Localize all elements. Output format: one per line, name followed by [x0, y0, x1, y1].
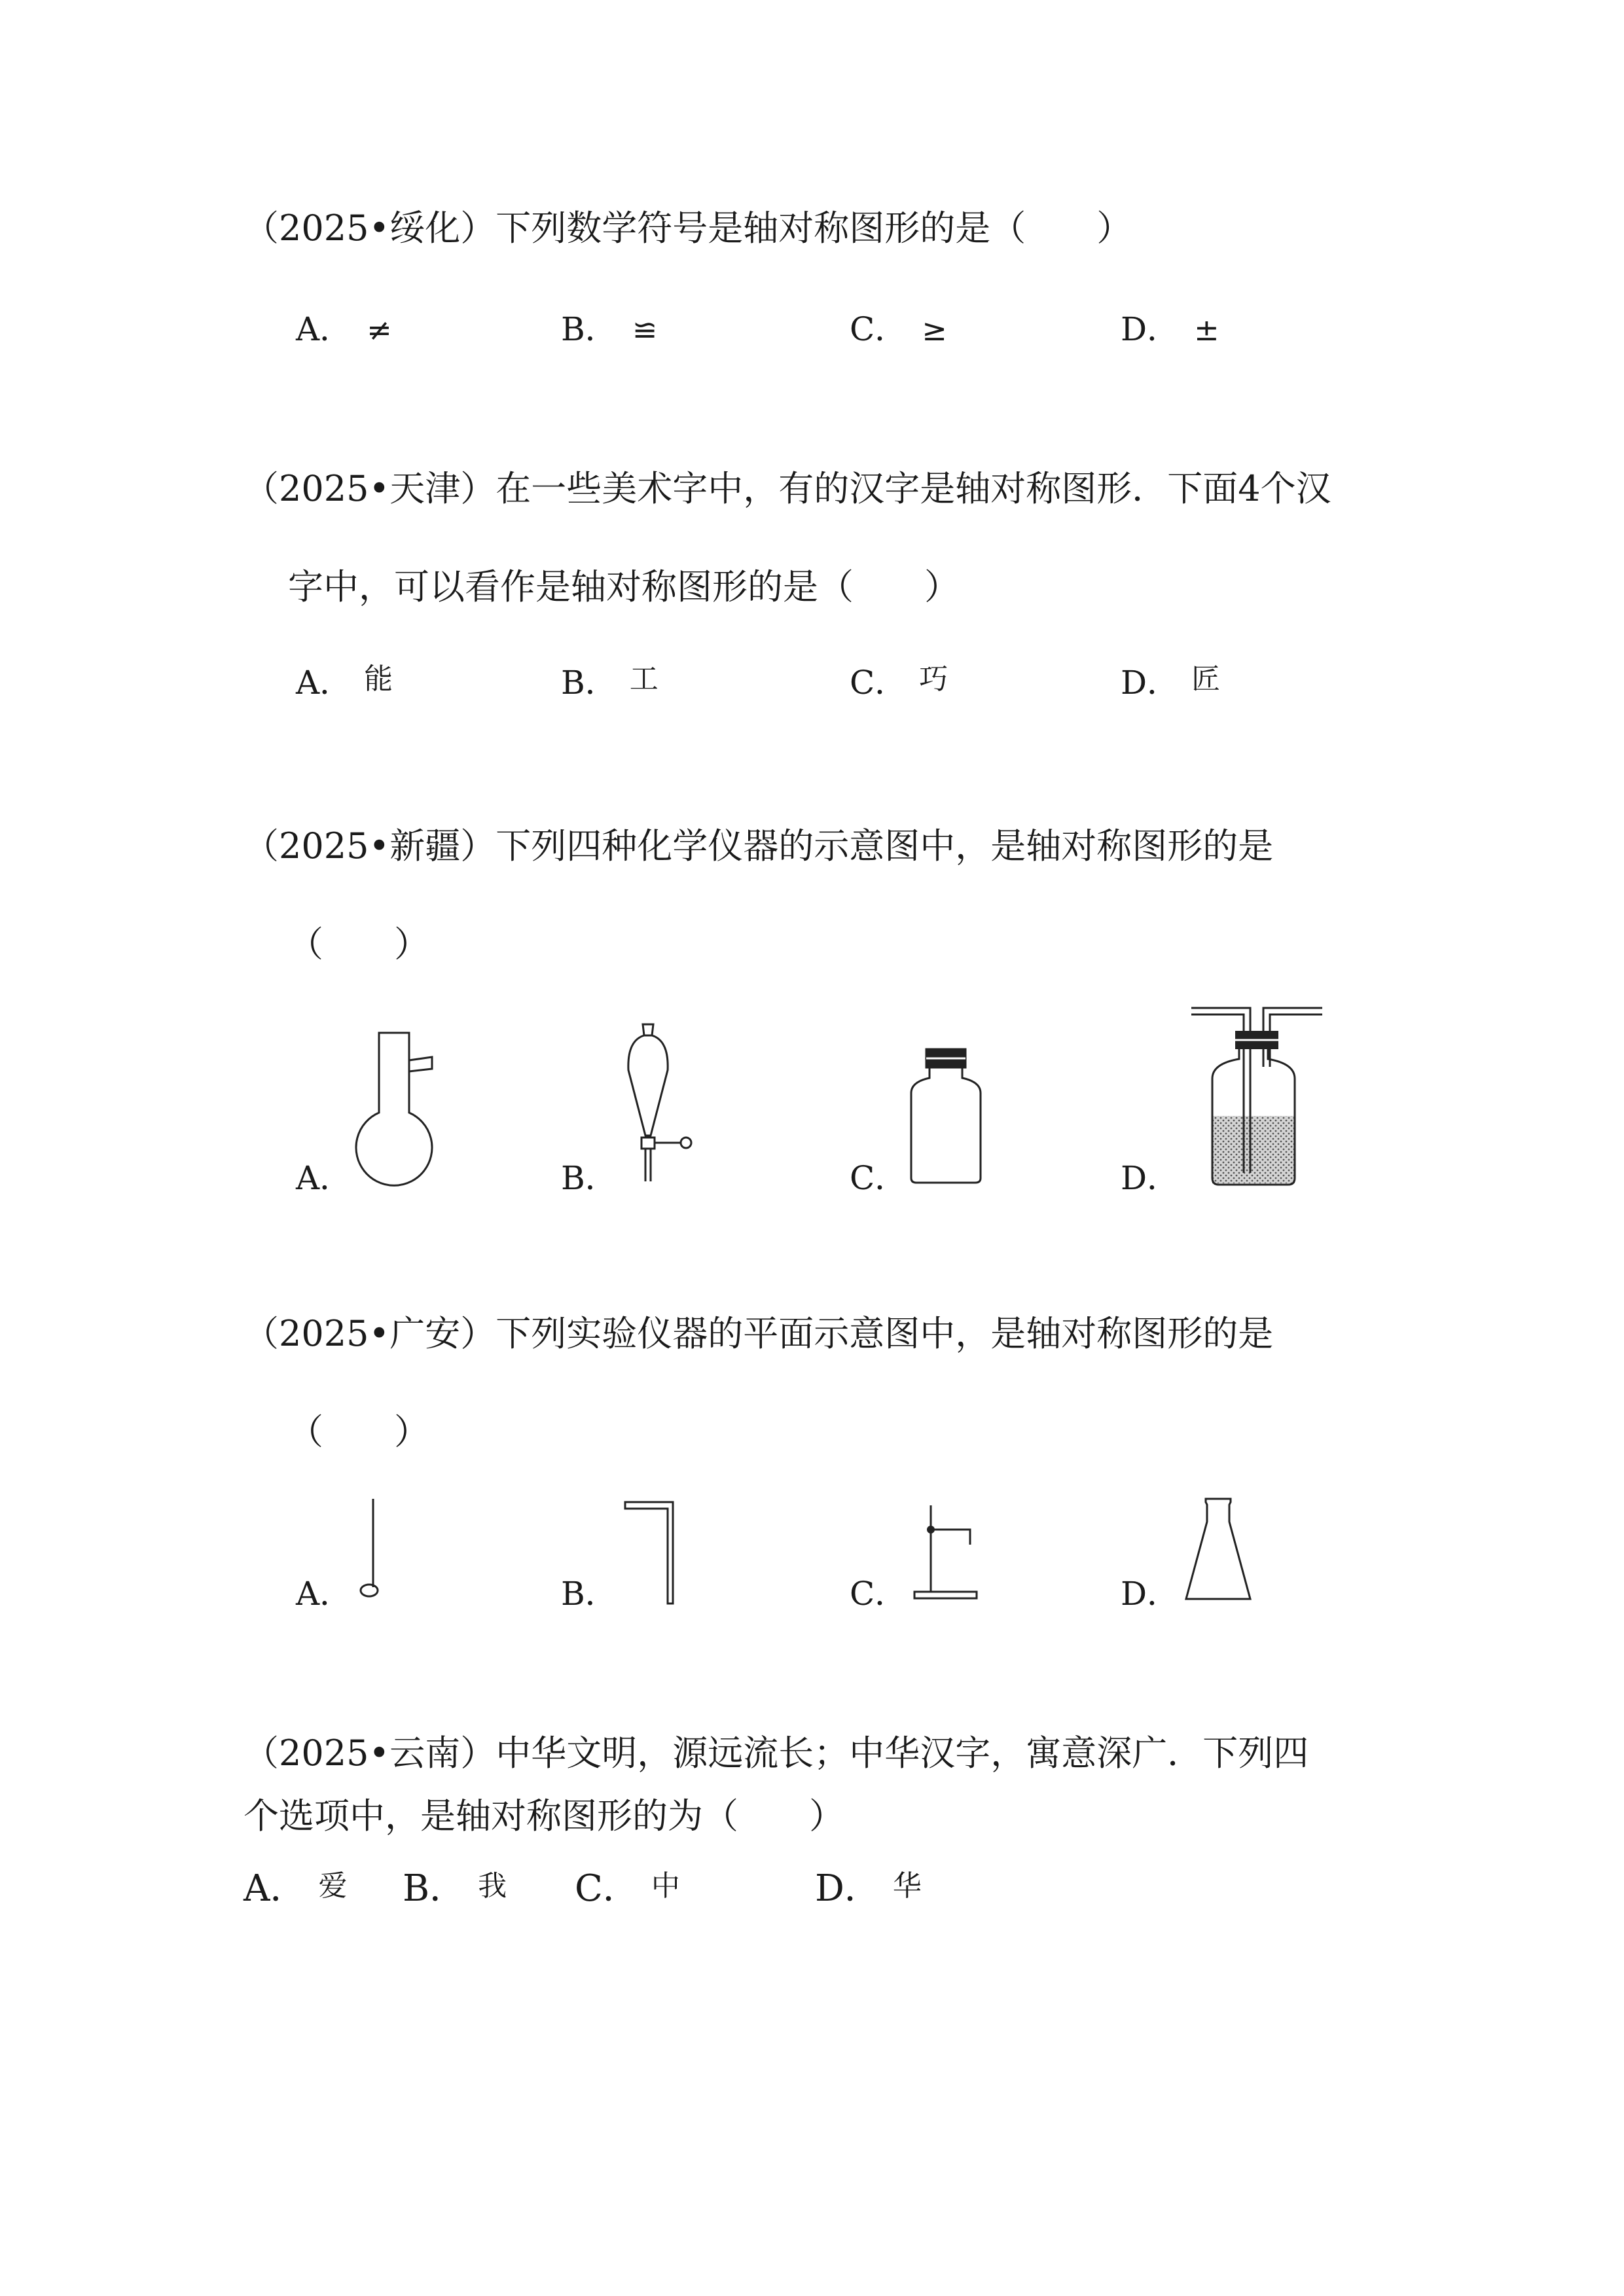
question-2-stem-line-2: 字中，可以看作是轴对称图形的是（ ） — [288, 566, 960, 607]
question-4-stem-line-2: （ ） — [288, 1411, 429, 1452]
question-2-option-c[interactable] — [850, 662, 948, 702]
conical-flask-icon[interactable] — [1180, 1496, 1258, 1604]
question-2-option-a[interactable] — [296, 662, 393, 702]
option-value: ≌ — [632, 312, 658, 348]
option-label: D． — [1121, 664, 1180, 702]
question-4-option-c-label[interactable]: C． — [850, 1575, 908, 1613]
option-character: 匠 — [1191, 662, 1221, 696]
question-5-option-b[interactable] — [403, 1867, 507, 1910]
option-value: ≠ — [367, 312, 392, 348]
question-5-stem-line-1: （2025•云南）中华文明，源远流长；中华汉字，寓意深广．下列四 — [244, 1732, 1309, 1774]
option-character: 我 — [478, 1869, 507, 1903]
option-label: D． — [815, 1867, 881, 1910]
option-label: C． — [850, 664, 908, 702]
option-character: 华 — [892, 1869, 922, 1903]
question-2-option-d[interactable] — [1121, 662, 1221, 702]
iron-stand-icon[interactable] — [911, 1502, 983, 1604]
question-5-option-c[interactable] — [575, 1867, 680, 1910]
question-4-stem-line-1: （2025•广安）下列实验仪器的平面示意图中，是轴对称图形的是 — [244, 1313, 1274, 1354]
option-value: ± — [1194, 312, 1219, 348]
question-1-stem: （2025•绥化）下列数学符号是轴对称图形的是（ ） — [244, 207, 1132, 249]
gas-washing-bottle-icon[interactable] — [1188, 1001, 1326, 1188]
option-label: B． — [561, 664, 618, 702]
question-4-option-d-label[interactable]: D． — [1121, 1575, 1180, 1613]
option-label: D． — [1121, 310, 1180, 348]
question-1-option-b[interactable] — [561, 310, 658, 348]
question-5-option-d[interactable] — [815, 1867, 922, 1910]
option-label: B． — [561, 310, 618, 348]
question-2-stem-line-1: （2025•天津）在一些美术字中，有的汉字是轴对称图形．下面4个汉 — [244, 468, 1331, 509]
option-character: 能 — [364, 662, 393, 696]
option-character: 工 — [629, 662, 659, 696]
round-bottom-flask-icon[interactable] — [360, 1031, 445, 1188]
question-4-option-a-label[interactable]: A． — [296, 1575, 353, 1613]
question-3-option-c-label[interactable]: C． — [850, 1159, 908, 1197]
question-4-option-b-label[interactable]: B． — [561, 1575, 618, 1613]
separatory-funnel-icon[interactable] — [615, 1021, 707, 1185]
question-1-option-d[interactable] — [1121, 310, 1219, 348]
option-character: 爱 — [318, 1869, 348, 1903]
option-character: 中 — [651, 1869, 680, 1903]
question-3-stem-line-1: （2025•新疆）下列四种化学仪器的示意图中，是轴对称图形的是 — [244, 825, 1274, 867]
question-3-stem-line-2: （ ） — [288, 924, 429, 965]
question-5-stem-line-2: 个选项中，是轴对称图形的为（ ） — [244, 1795, 844, 1837]
option-character: 巧 — [919, 662, 948, 696]
question-3-option-a-label[interactable]: A． — [296, 1159, 353, 1197]
question-3-option-d-label[interactable]: D． — [1121, 1159, 1180, 1197]
question-2-option-b[interactable] — [561, 662, 659, 702]
reagent-bottle-icon[interactable] — [903, 1044, 988, 1185]
option-label: A． — [296, 664, 353, 702]
option-label: A． — [244, 1867, 307, 1910]
option-label: C． — [850, 310, 908, 348]
option-value: ≥ — [922, 312, 947, 348]
question-3-option-b-label[interactable]: B． — [561, 1159, 618, 1197]
question-5-option-a[interactable] — [244, 1867, 348, 1910]
question-1-option-a[interactable] — [296, 310, 392, 348]
question-1-option-c[interactable] — [850, 310, 947, 348]
option-label: C． — [575, 1867, 640, 1910]
glass-rod-icon[interactable] — [359, 1496, 385, 1600]
bent-tube-icon[interactable] — [622, 1499, 681, 1607]
option-label: B． — [403, 1867, 467, 1910]
option-label: A． — [296, 310, 353, 348]
